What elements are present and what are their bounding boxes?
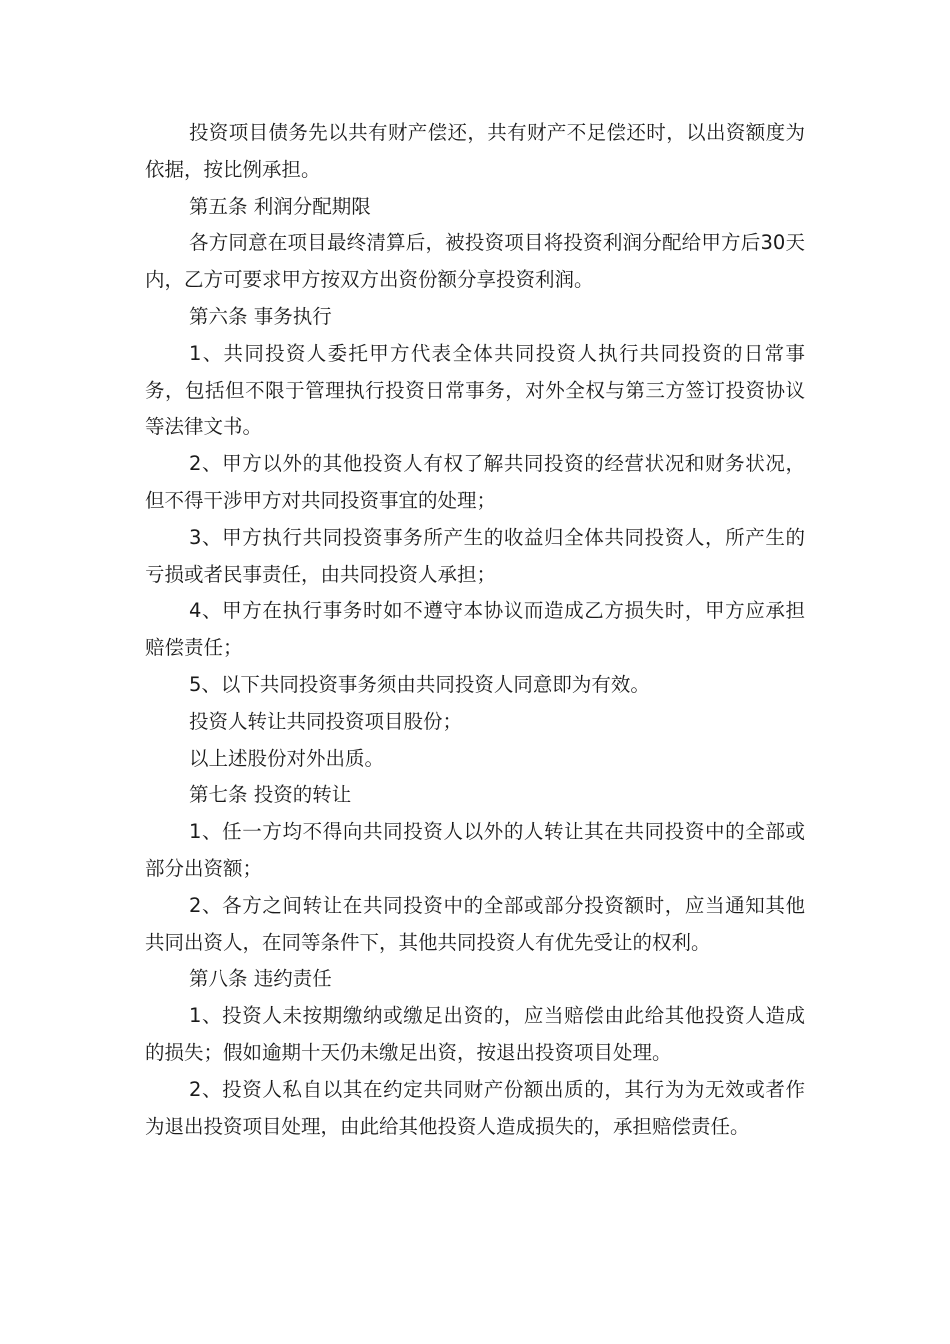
article-5-heading: 第五条 利润分配期限: [189, 194, 371, 218]
paragraph-affairs-2: 2、甲方以外的其他投资人有权了解共同投资的经营状况和财务状况，但不得干涉甲方对共同投资事宜的处理；: [145, 452, 805, 512]
paragraph-affairs-5b: 以上述股份对外出质。: [189, 746, 385, 770]
paragraph-affairs-5a: 投资人转让共同投资项目股份；: [189, 709, 463, 733]
paragraph-liability-2: 2、投资人私自以其在约定共同财产份额出质的，其行为为无效或者作为退出投资项目处理，由此给其他投资人造成损失的，承担赔偿责任。: [145, 1077, 805, 1138]
paragraph-liability-1: 1、投资人未按期缴纳或缴足出资的，应当赔偿由此给其他投资人造成的损失；假如逾期十天仍未缴足出资，按退出投资项目处理。: [145, 1004, 805, 1064]
article-6-heading: 第六条 事务执行: [189, 304, 332, 328]
paragraph-profit-distribution: 各方同意在项目最终清算后，被投资项目将投资利润分配给甲方后30天内，乙方可要求甲方按双方出资份额分享投资利润。: [145, 231, 805, 292]
document-body: [145, 115, 805, 1145]
article-8-heading: 第八条 违约责任: [189, 967, 332, 991]
paragraph-affairs-3: 3、甲方执行共同投资事务所产生的收益归全体共同投资人，所产生的亏损或者民事责任，由共同投资人承担；: [145, 525, 805, 586]
paragraph-affairs-5: 5、以下共同投资事务须由共同投资人同意即为有效。: [189, 672, 650, 696]
paragraph-transfer-2: 2、各方之间转让在共同投资中的全部或部分投资额时，应当通知其他共同出资人，在同等条件下，其他共同投资人有优先受让的权利。: [145, 893, 805, 954]
paragraph-debt-repayment: 投资项目债务先以共有财产偿还，共有财产不足偿还时，以出资额度为依据，按比例承担。: [145, 121, 805, 181]
paragraph-affairs-4: 4、甲方在执行事务时如不遵守本协议而造成乙方损失时，甲方应承担赔偿责任；: [145, 599, 805, 660]
article-7-heading: 第七条 投资的转让: [189, 783, 352, 807]
paragraph-transfer-1: 1、任一方均不得向共同投资人以外的人转让其在共同投资中的全部或部分出资额；: [145, 820, 805, 880]
paragraph-affairs-1: 1、共同投资人委托甲方代表全体共同投资人执行共同投资的日常事务，包括但不限于管理执行投资日常事务，对外全权与第三方签订投资协议等法律文书。: [145, 341, 805, 439]
